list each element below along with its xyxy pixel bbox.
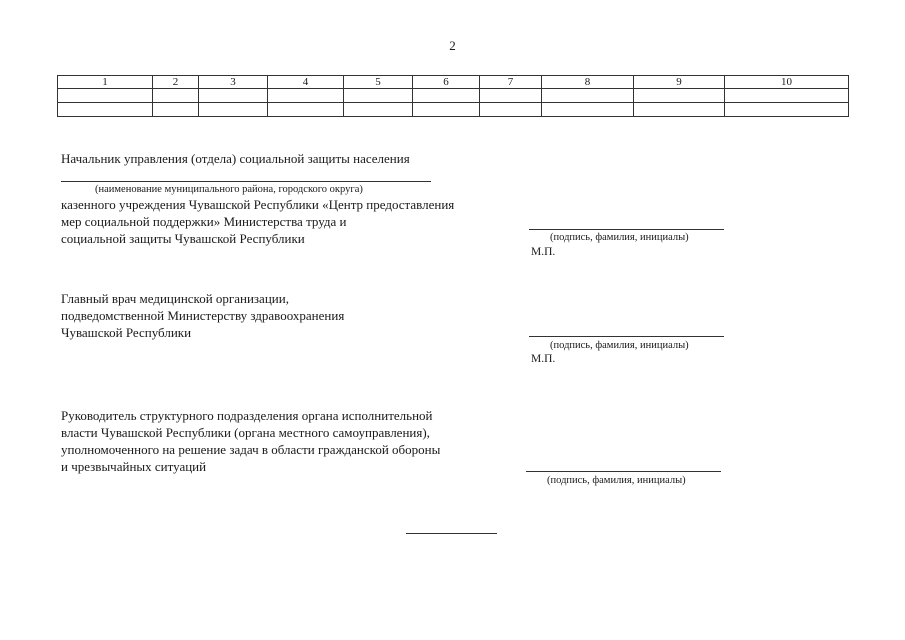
chief-physician-line-1: Главный врач медицинской организации,: [61, 291, 289, 306]
district-name-line: [61, 181, 431, 182]
column-number: 4: [268, 76, 344, 89]
table-row: [58, 103, 849, 117]
table-cell: [634, 89, 725, 103]
column-number: 8: [542, 76, 634, 89]
civil-defense-line-1: Руководитель структурного подразделения органа исполнительной: [61, 408, 433, 423]
table-cell: [58, 103, 153, 117]
social-protection-head-heading: Начальник управления (отдела) социальной защиты населения: [61, 151, 410, 166]
institution-line-2: мер социальной поддержки» Министерства труда и: [61, 214, 347, 229]
table-cell: [542, 103, 634, 117]
institution-line-1: казенного учреждения Чувашской Республики «Центр предоставления: [61, 197, 455, 212]
table-cell: [199, 103, 268, 117]
table-cell: [344, 103, 413, 117]
column-number: 2: [153, 76, 199, 89]
column-number: 3: [199, 76, 268, 89]
table-header-row: [58, 76, 849, 89]
civil-defense-line-3: уполномоченного на решение задач в области гражданской обороны: [61, 442, 441, 457]
table-cell: [268, 103, 344, 117]
table-cell: [413, 103, 480, 117]
district-name-caption: (наименование муниципального района, городского округа): [95, 184, 363, 195]
table-cell: [480, 103, 542, 117]
institution-line-3: социальной защиты Чувашской Республики: [61, 231, 305, 246]
table-cell: [725, 103, 849, 117]
table-cell: [153, 103, 199, 117]
signature-line: [529, 229, 724, 230]
signature-caption: (подпись, фамилия, инициалы): [547, 475, 686, 486]
page-number: 2: [449, 38, 456, 53]
table-cell: [725, 89, 849, 103]
column-number: 7: [480, 76, 542, 89]
table-cell: [480, 89, 542, 103]
column-number: 10: [725, 76, 849, 89]
signature-caption: (подпись, фамилия, инициалы): [550, 232, 689, 243]
chief-physician-line-3: Чувашской Республики: [61, 325, 192, 340]
signature-line: [529, 336, 724, 337]
table-cell: [634, 103, 725, 117]
signature-line: [526, 471, 721, 472]
table-cell: [542, 89, 634, 103]
civil-defense-line-2: власти Чувашской Республики (органа местного самоуправления),: [61, 425, 430, 440]
column-number: 1: [58, 76, 153, 89]
column-number: 9: [634, 76, 725, 89]
column-number: 6: [413, 76, 480, 89]
table-cell: [58, 89, 153, 103]
table-cell: [413, 89, 480, 103]
chief-physician-line-2: подведомственной Министерству здравоохранения: [61, 308, 345, 323]
data-table: [57, 75, 849, 117]
table-cell: [268, 89, 344, 103]
table-cell: [344, 89, 413, 103]
table-cell: [199, 89, 268, 103]
civil-defense-line-4: и чрезвычайных ситуаций: [61, 459, 207, 474]
seal-label: М.П.: [531, 353, 556, 365]
table-cell: [153, 89, 199, 103]
seal-label: М.П.: [531, 246, 556, 258]
end-separator-line: [406, 533, 497, 534]
column-number: 5: [344, 76, 413, 89]
table-row: [58, 89, 849, 103]
signature-caption: (подпись, фамилия, инициалы): [550, 340, 689, 351]
